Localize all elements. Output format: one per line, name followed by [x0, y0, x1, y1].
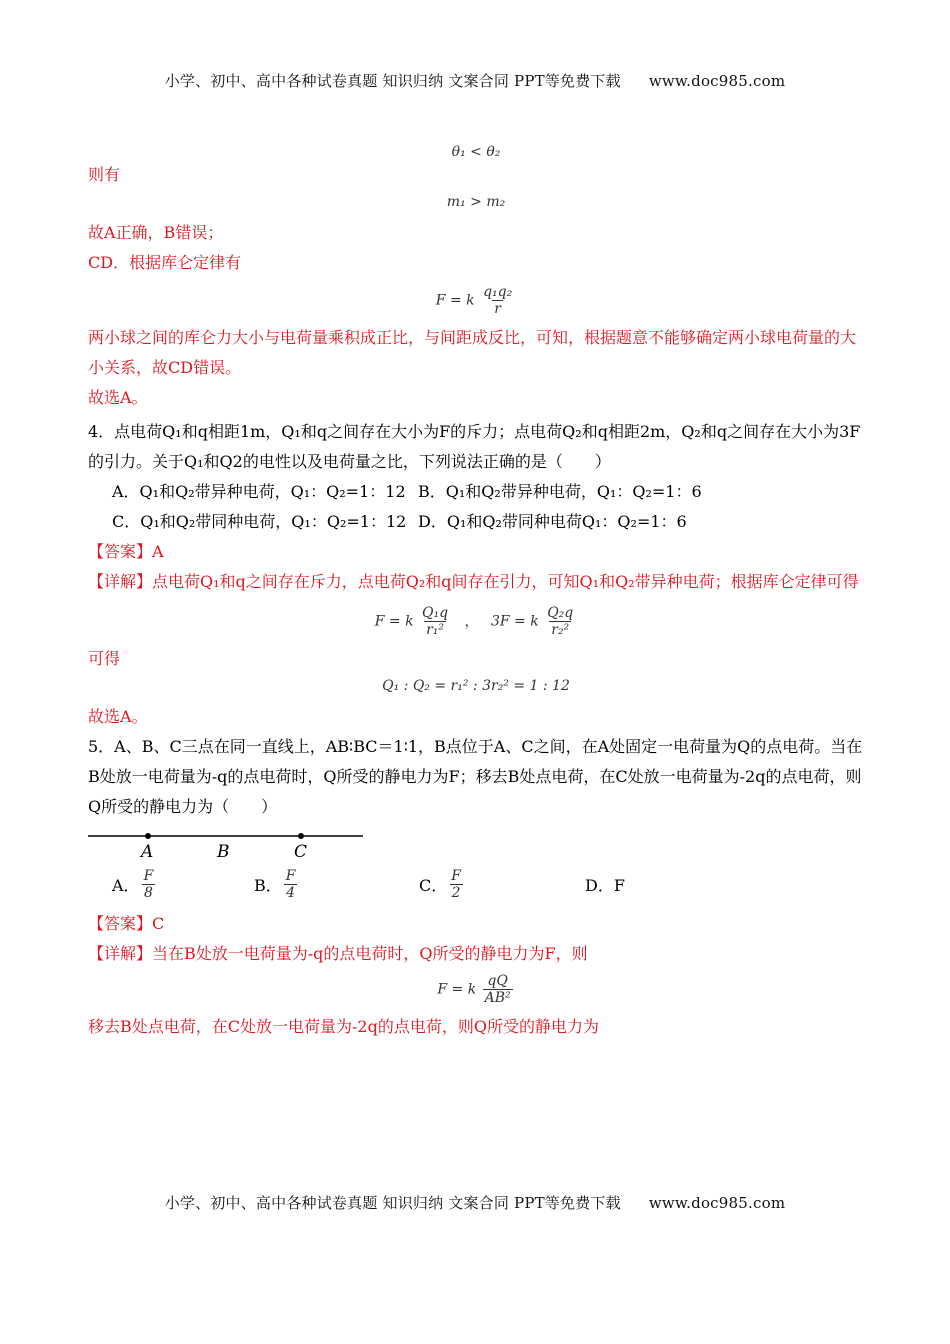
fraction-numerator: q₁q₂ [483, 284, 513, 300]
point-b-label: B [217, 842, 230, 862]
page-content [88, 142, 864, 1042]
q4-option-b: B．Q₁和Q₂带异种电荷，Q₁：Q₂=1：6 [418, 482, 702, 501]
fraction-numerator: Q₂q [547, 605, 574, 621]
text-explanation: 两小球之间的库仑力大小与电荷量乘积成正比，与间距成反比，可知，根据题意不能够确定两小球电荷量的大小关系，故CD错误。 [88, 328, 857, 377]
q5-detail: 【详解】当在B处放一电荷量为-q的点电荷时，Q所受的静电力为F，则 [88, 944, 588, 963]
fraction [545, 605, 575, 638]
text-zeyou: 则有 [88, 165, 121, 184]
text-cd-coulomb: CD．根据库仑定律有 [88, 253, 242, 272]
q5-option-b [254, 868, 419, 901]
q4-equations [88, 605, 864, 638]
q5-answer: 【答案】C [88, 914, 165, 933]
fraction [483, 973, 513, 1006]
q4-option-a: A．Q₁和Q₂带异种电荷，Q₁：Q₂=1：12 [112, 482, 406, 501]
point-c-label: C [294, 842, 308, 862]
q5-equation [88, 973, 864, 1006]
fraction-denominator: 2 [451, 885, 461, 901]
fraction [481, 284, 514, 317]
fraction-denominator: 4 [286, 885, 296, 901]
footer-text: 小学、初中、高中各种试卷真题 知识归纳 文案合同 PPT等免费下载 [164, 1194, 621, 1212]
fraction-denominator: r₂² [551, 622, 570, 638]
q4-text-kede: 可得 [88, 649, 121, 668]
q5-line-diagram [88, 826, 368, 862]
text-a-correct: 故A正确，B错误； [88, 223, 224, 242]
eq-separator: ， [464, 613, 479, 630]
fraction-numerator: F [451, 868, 461, 884]
fraction-denominator: r [494, 301, 501, 317]
option-label: C． [419, 876, 448, 895]
q5-option-c [419, 868, 585, 901]
eq-lhs: F = k [374, 613, 414, 630]
q5-option-d: D．F [585, 876, 625, 895]
fraction-numerator: qQ [487, 973, 508, 989]
eq-lhs: F = k [437, 981, 477, 998]
equation-coulomb [88, 284, 864, 317]
fraction [142, 868, 156, 901]
q4-answer: 【答案】A [88, 542, 164, 561]
point-c-dot [298, 833, 304, 839]
q4-stem: 4．点电荷Q₁和q相距1m，Q₁和q之间存在大小为F的斥力；点电荷Q₂和q相距2m，Q₂和q之间存在大小为3F的引力。关于Q₁和Q2的电性以及电荷量之比，下列说法正确的是（ ） [88, 422, 861, 471]
page-header [0, 70, 950, 91]
point-a-dot [145, 833, 151, 839]
fraction-denominator: 8 [143, 885, 153, 901]
q4-detail: 【详解】点电荷Q₁和q之间存在斥力，点电荷Q₂和q间存在引力，可知Q₁和Q₂带异种电荷；根据库仑定律可得 [88, 572, 859, 591]
eq-lhs: 3F = k [490, 613, 539, 630]
q4-conclusion: 故选A。 [88, 707, 148, 726]
q4-option-d: D．Q₁和Q₂带同种电荷Q₁：Q₂=1：6 [418, 512, 687, 531]
equation-mass: m₁ > m₂ [446, 194, 506, 210]
q4-ratio-equation: Q₁ : Q₂ = r₁² : 3r₂² = 1 : 12 [382, 678, 570, 694]
fraction-numerator: Q₁q [422, 605, 449, 621]
fraction-numerator: F [143, 868, 154, 884]
q4-options-row2 [88, 507, 864, 537]
fraction [449, 868, 463, 901]
equation-theta: θ₁ < θ₂ [451, 144, 501, 160]
fraction [420, 605, 450, 638]
footer-site[interactable]: www.doc985.com [648, 1194, 786, 1212]
fraction [284, 868, 298, 901]
q4-options-row1 [88, 477, 864, 507]
fraction-denominator: AB² [484, 990, 511, 1006]
q5-options [88, 868, 864, 901]
header-text: 小学、初中、高中各种试卷真题 知识归纳 文案合同 PPT等免费下载 [164, 72, 621, 90]
page-footer [0, 1192, 950, 1213]
header-site[interactable]: www.doc985.com [648, 72, 786, 90]
fraction-numerator: F [285, 868, 296, 884]
q5-last-line: 移去B处点电荷，在C处放一电荷量为-2q的点电荷，则Q所受的静电力为 [88, 1017, 599, 1036]
text-choose-a: 故选A。 [88, 388, 148, 407]
point-a-label: A [141, 842, 154, 862]
q4-option-c: C．Q₁和Q₂带同种电荷，Q₁：Q₂=1：12 [112, 512, 407, 531]
eq-lhs: F = k [435, 292, 475, 309]
option-label: A． [112, 876, 140, 895]
q5-option-a [112, 868, 254, 901]
fraction-denominator: r₁² [426, 622, 444, 638]
option-label: B． [254, 876, 282, 895]
q5-stem: 5．A、B、C三点在同一直线上，AB∶BC＝1∶1，B点位于A、C之间，在A处固定一电荷量为Q的点电荷。当在B处放一电荷量为-q的点电荷时，Q所受的静电力为F；移去B处点电荷，在C处放一电荷量为-2q的点电荷，则Q所受的静电力为（ ） [88, 737, 863, 816]
